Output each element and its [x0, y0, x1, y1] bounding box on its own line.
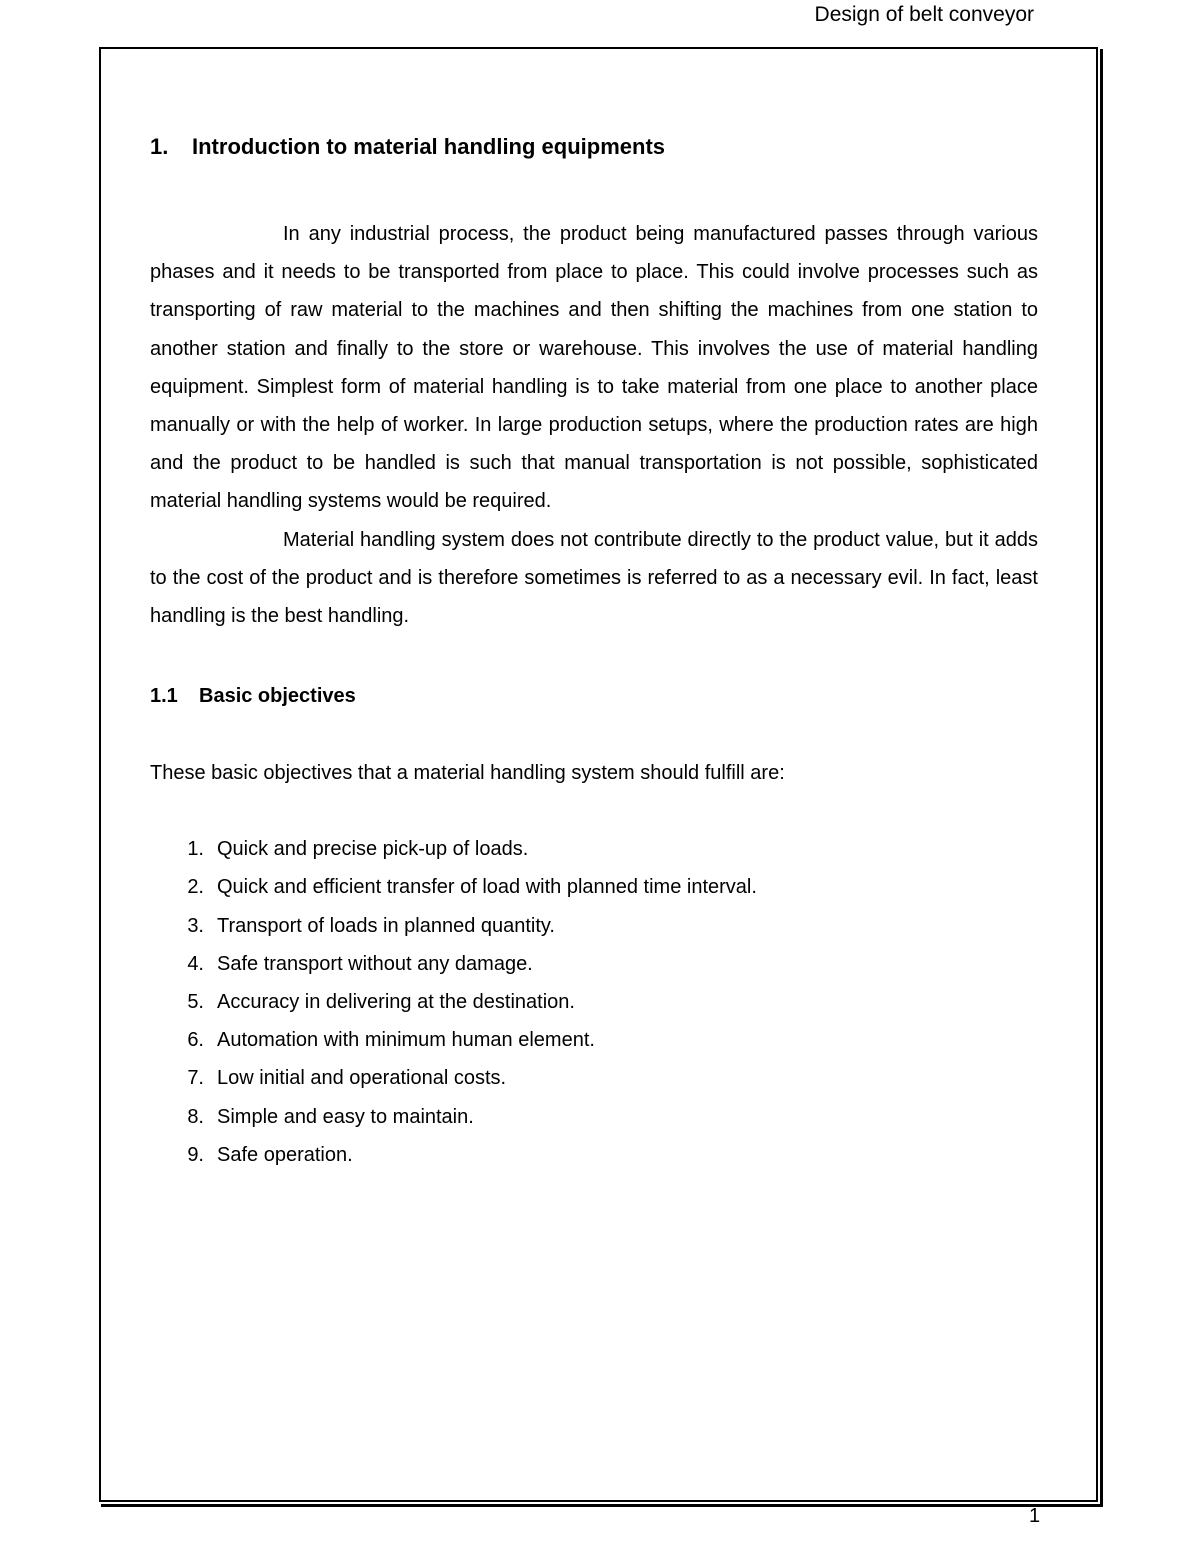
- list-item-number: 6.: [187, 1029, 204, 1052]
- section-number: 1.: [150, 134, 169, 159]
- section-heading: [150, 130, 1038, 164]
- list-item-text: Accuracy in delivering at the destination.: [217, 991, 575, 1014]
- subsection-title: Basic objectives: [199, 685, 356, 708]
- list-item-text: Low initial and operational costs.: [217, 1067, 507, 1090]
- list-item: [150, 1021, 1038, 1059]
- paragraph-necessary-evil: Material handling system does not contribute directly to the product value, but it adds to the cost of the product and is therefore sometimes is referred to as a necessary evil. In fact, least handling is the best handling.: [150, 528, 1038, 628]
- list-item-number: 1.: [187, 838, 204, 861]
- list-item: [150, 830, 1038, 868]
- list-item-number: 4.: [187, 952, 204, 975]
- list-item-text: Transport of loads in planned quantity.: [217, 914, 555, 937]
- page-content: [150, 130, 1038, 1174]
- objectives-list: [150, 830, 1038, 1174]
- subsection-heading: [150, 681, 1038, 711]
- list-item-text: Simple and easy to maintain.: [217, 1105, 474, 1128]
- list-item-number: 9.: [187, 1143, 204, 1166]
- page-number: 1: [1029, 1505, 1041, 1527]
- page-border-shadow-bottom: [101, 1504, 1103, 1507]
- section-title: Introduction to material handling equipments: [192, 134, 666, 159]
- list-item-number: 7.: [187, 1067, 204, 1090]
- list-item: [150, 1059, 1038, 1097]
- list-item-number: 5.: [187, 991, 204, 1014]
- list-item-text: Automation with minimum human element.: [217, 1029, 595, 1052]
- list-item: [150, 868, 1038, 906]
- list-item-text: Quick and efficient transfer of load with planned time interval.: [217, 876, 757, 899]
- list-item: [150, 983, 1038, 1021]
- list-item-text: Safe operation.: [217, 1143, 353, 1166]
- running-header: Design of belt conveyor: [814, 3, 1034, 26]
- paragraph-intro: In any industrial process, the product being manufactured passes through various phases and it needs to be transported from place to place. This could involve processes such as transporting of raw material to the machines and then shifting the machines from one station to another station and finally to the store or warehouse. This involves the use of material handling equipment. Simplest form of material handling is to take material from one place to another place manually or with the help of worker. In large production setups, where the production rates are high and the product to be handled is such that manual transportation is not possible, sophisticated material handling systems would be required.: [150, 223, 1038, 513]
- list-item-text: Quick and precise pick-up of loads.: [217, 838, 529, 861]
- list-item: [150, 1136, 1038, 1174]
- subsection-number: 1.1: [150, 685, 178, 708]
- list-item-text: Safe transport without any damage.: [217, 952, 533, 975]
- list-item-number: 8.: [187, 1105, 204, 1128]
- list-item-number: 3.: [187, 914, 204, 937]
- objectives-intro: These basic objectives that a material handling system should fulfill are:: [150, 762, 785, 785]
- list-item: [150, 907, 1038, 945]
- list-item: [150, 945, 1038, 983]
- list-item-number: 2.: [187, 876, 204, 899]
- page-border-shadow-right: [1100, 49, 1103, 1506]
- list-item: [150, 1098, 1038, 1136]
